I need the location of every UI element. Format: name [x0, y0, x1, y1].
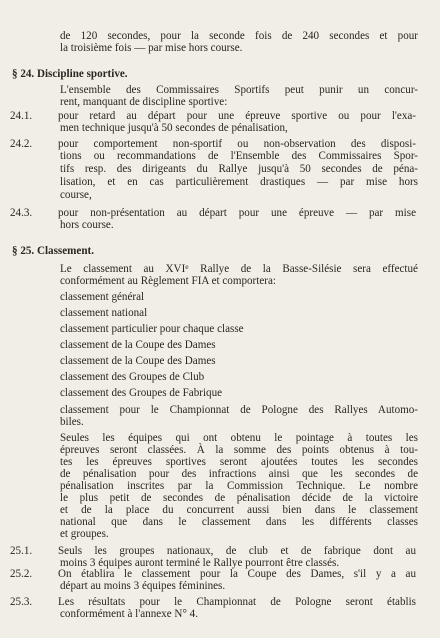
paragraph-text: pour comportement non-sportif ou non-observation des disposi-: [58, 138, 416, 150]
numbered-paragraph-line: [10, 545, 418, 557]
paragraph-text: Les résultats pour le Championnat de Pologne seront établis: [58, 596, 416, 608]
body-text-line: et de la place du concurrent aussi bien dans le classement: [60, 504, 418, 516]
body-text-line: lisation, et en cas particulièrement drastiques — par mise hors: [60, 176, 418, 188]
section-heading: § 24. Discipline sportive.: [12, 68, 128, 80]
body-text-line: [60, 263, 418, 275]
numbered-paragraph-line: [10, 596, 418, 608]
body-text-line: départ au moins 3 équipes féminines.: [60, 580, 226, 592]
numbered-paragraph-line: [10, 138, 418, 150]
body-text-line: classement des Groupes de Club: [60, 371, 205, 383]
body-text-line: tes les épreuves sportives seront ajoutées toutes les secondes: [60, 456, 418, 468]
paragraph-text: pour non-présentation au départ pour une épreuve — par mise: [58, 207, 416, 219]
body-text-line: conformément à l'annexe N° 4.: [60, 608, 198, 620]
paragraph-text: pour retard au départ pour une épreuve sportive ou pour l'exa-: [58, 110, 416, 122]
body-text-line: biles.: [60, 416, 84, 428]
paragraph-number: 24.1.: [10, 110, 33, 122]
body-text-line: et groupes.: [60, 528, 109, 540]
paragraph-number: 25.2.: [10, 568, 33, 580]
numbered-paragraph-line: [10, 110, 418, 122]
body-text-line: classement de la Coupe des Dames: [60, 355, 216, 367]
body-text-line: tifs resp. des dirigeants du Rallye jusqu'à 50 secondes de péna-: [60, 163, 418, 175]
paragraph-number: 24.2.: [10, 138, 33, 150]
body-text-line: épreuves seront classées. À la somme des points obtenus à tou-: [60, 444, 418, 456]
body-text-line: tions ou recommandations de l'Ensemble des Commissaires Spor-: [60, 150, 418, 162]
paragraph-number: 25.1.: [10, 545, 33, 557]
body-text-line: L'ensemble des Commissaires Sportifs peut punir un concur-: [60, 84, 418, 96]
text-fragment: Le classement au XVI: [60, 263, 186, 275]
body-text-line: conformément au Règlement FIA et comportera:: [60, 275, 276, 287]
body-text-line: de pénalisation pour des infractions ainsi que les secondes de: [60, 468, 418, 480]
body-text-line: classement général: [60, 291, 145, 303]
body-text-line: classement national: [60, 307, 148, 319]
body-text-line: classement particulier pour chaque classe: [60, 323, 244, 335]
body-text-line: pénalisation inscrites par la Commission Technique. Le nombre: [60, 480, 418, 492]
numbered-paragraph-line: [10, 568, 418, 580]
body-text-line: classement des Groupes de Fabrique: [60, 387, 223, 399]
body-text-line: classement de la Coupe des Dames: [60, 339, 216, 351]
body-text-line: rent, manquant de discipline sportive:: [60, 96, 228, 108]
body-text-line: le plus petit de secondes de pénalisation décide de la victoire: [60, 492, 418, 504]
text-fragment: Rallye de la Basse-Silésie sera effectué: [188, 263, 418, 275]
body-text-line: de 120 secondes, pour la seconde fois de 240 secondes et pour: [60, 30, 418, 42]
body-text-line: hors course.: [60, 219, 114, 231]
body-text-line: moins 3 équipes auront terminé le Rallye pourront être classés.: [60, 557, 340, 569]
superscript: e: [185, 262, 189, 271]
body-text-line: classement pour le Championnat de Pologne des Rallyes Automo-: [60, 404, 418, 416]
paragraph-number: 25.3.: [10, 596, 33, 608]
paragraph-text: Seuls les groupes nationaux, de club et de fabrique dont au: [58, 545, 416, 557]
paragraph-text: On établira le classement pour la Coupe des Dames, s'il y a au: [58, 568, 416, 580]
body-text-line: national que dans le classement dans les différents classes: [60, 516, 418, 528]
body-text-line: Seules les équipes qui ont obtenu le pointage à toutes les: [60, 432, 418, 444]
body-text-line: course,: [60, 189, 92, 201]
paragraph-number: 24.3.: [10, 207, 33, 219]
body-text-line: la troisième fois — par mise hors course.: [60, 42, 243, 54]
section-heading: § 25. Classement.: [12, 245, 94, 257]
numbered-paragraph-line: [10, 207, 418, 219]
body-text-line: men technique jusqu'à 50 secondes de pénalisation,: [60, 122, 288, 134]
